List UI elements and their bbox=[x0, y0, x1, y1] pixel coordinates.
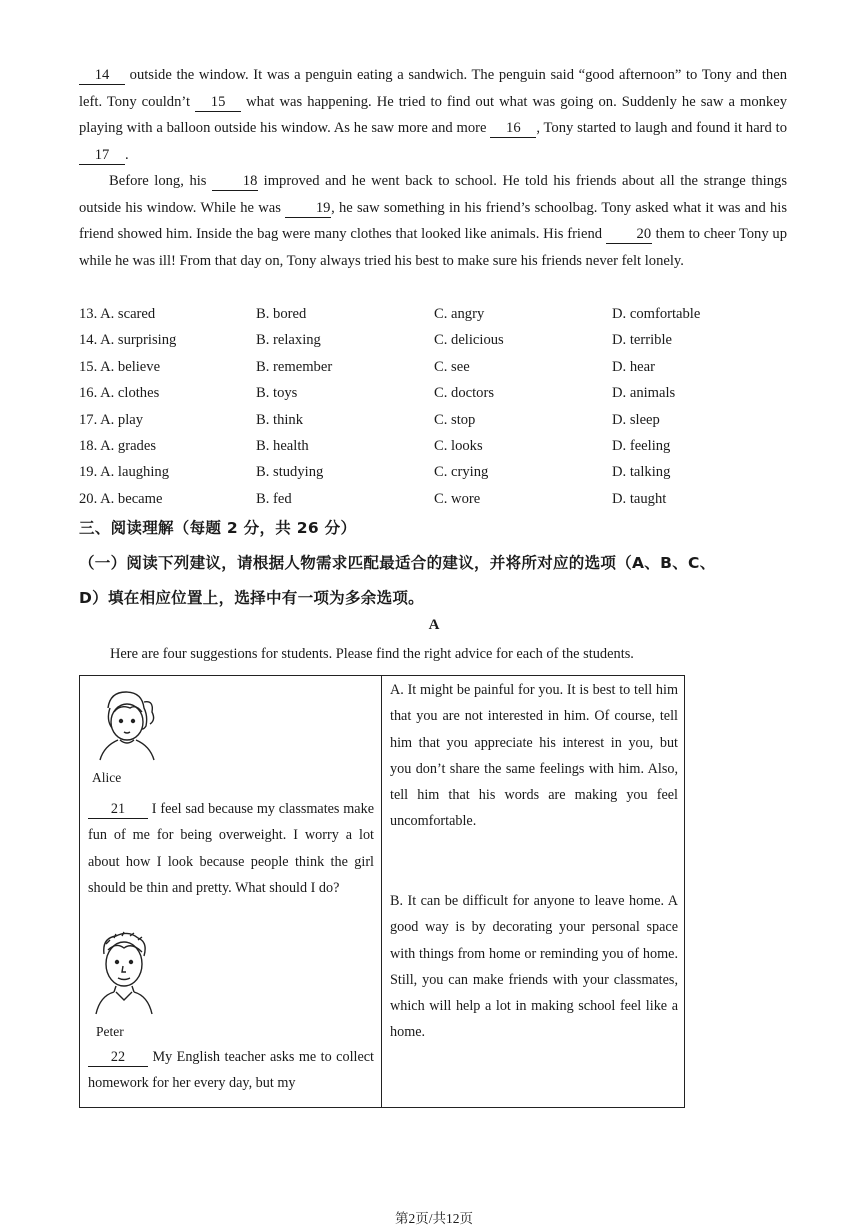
passage-text: , he saw something in his friend’s schoolbag. Tony asked what it was and his friend showed him. Inside the bag were many clothes that looked like animals. His friend bbox=[79, 199, 787, 242]
option-b[interactable]: B. bored bbox=[256, 306, 307, 322]
option-d[interactable]: D. terrible bbox=[612, 332, 672, 349]
option-a[interactable]: 15. A. believe bbox=[79, 358, 161, 375]
option-a[interactable]: 13. A. scared bbox=[79, 306, 156, 322]
option-d[interactable]: D. taught bbox=[612, 490, 667, 507]
option-b[interactable]: B. toys bbox=[256, 385, 298, 402]
passage-text: what was happening. He tried to find out what was going on. Suddenly he saw a monkey playing with a balloon outside his window. As he saw more and more bbox=[79, 93, 787, 136]
option-a[interactable]: 14. A. surprising bbox=[79, 332, 177, 349]
part-title: A bbox=[428, 617, 440, 633]
option-b[interactable]: B. studying bbox=[256, 464, 324, 481]
peter-problem bbox=[88, 1044, 374, 1097]
option-c[interactable]: C. looks bbox=[434, 437, 483, 454]
option-a[interactable]: 20. A. became bbox=[79, 490, 163, 507]
alice-portrait-image bbox=[90, 686, 162, 764]
advice-a: A. It might be painful for you. It is best to tell him that you are not interested in him. Of course, tell him that you appreciate his interest in you, but you don’t share the same feelings with him. Also, tell him that his words are making you feel uncomfortable. bbox=[390, 682, 678, 830]
option-b[interactable]: B. fed bbox=[256, 490, 292, 507]
option-row-16 bbox=[79, 380, 787, 406]
passage-text: Before long, his bbox=[109, 173, 213, 189]
blank-17: 17 bbox=[79, 146, 125, 165]
option-a[interactable]: 16. A. clothes bbox=[79, 385, 160, 402]
alice-name: Alice bbox=[92, 770, 122, 785]
option-c[interactable]: C. see bbox=[434, 358, 470, 375]
option-c[interactable]: C. delicious bbox=[434, 332, 504, 349]
option-row-18 bbox=[79, 433, 787, 459]
option-c[interactable]: C. doctors bbox=[434, 385, 494, 402]
section-title: 三、阅读理解（每题 2 分，共 26 分） bbox=[79, 519, 357, 537]
blank-18: 18 bbox=[212, 172, 258, 191]
passage-text: , Tony started to laugh and found it hard to bbox=[536, 120, 787, 136]
option-d[interactable]: D. talking bbox=[612, 464, 671, 481]
option-row-17 bbox=[79, 407, 787, 433]
table-divider bbox=[381, 676, 382, 1107]
alice-problem bbox=[88, 796, 374, 901]
peter-name: Peter bbox=[96, 1024, 124, 1039]
section-instruction-line-1: （一）阅读下列建议，请根据人物需求匹配最适合的建议，并将所对应的选项（A、B、C、 bbox=[79, 554, 716, 572]
option-row-20 bbox=[79, 486, 787, 512]
peter-portrait-image bbox=[92, 930, 156, 1016]
option-c[interactable]: C. stop bbox=[434, 411, 476, 428]
blank-16: 16 bbox=[490, 119, 536, 138]
option-b[interactable]: B. think bbox=[256, 411, 304, 428]
matching-table bbox=[79, 675, 685, 1108]
blank-20: 20 bbox=[606, 225, 652, 244]
option-c[interactable]: C. wore bbox=[434, 490, 481, 507]
passage-text: outside the window. It was a penguin eating a sandwich. The penguin said “good afternoon” to Tony and then left. Tony couldn’t bbox=[79, 67, 787, 110]
alice-problem-text: I feel sad because my classmates make fun of me for being overweight. I worry a lot about how I look because people think the girl should be thin and pretty. What should I do? bbox=[88, 801, 374, 896]
option-d[interactable]: D. hear bbox=[612, 358, 655, 375]
option-b[interactable]: B. relaxing bbox=[256, 332, 321, 349]
option-d[interactable]: D. animals bbox=[612, 385, 676, 402]
passage-text: . bbox=[125, 146, 129, 163]
option-d[interactable]: D. comfortable bbox=[612, 306, 701, 322]
section-instruction-line-2: D）填在相应位置上，选择中有一项为多余选项。 bbox=[79, 589, 424, 607]
page-number: 第2页/共12页 bbox=[394, 1211, 473, 1226]
part-intro: Here are four suggestions for students. Please find the right advice for each of the students. bbox=[110, 646, 634, 662]
option-a[interactable]: 19. A. laughing bbox=[79, 464, 169, 481]
option-d[interactable]: D. feeling bbox=[612, 437, 671, 454]
option-a[interactable]: 17. A. play bbox=[79, 411, 144, 428]
blank-21: 21 bbox=[88, 800, 148, 819]
option-a[interactable]: 18. A. grades bbox=[79, 437, 157, 454]
option-d[interactable]: D. sleep bbox=[612, 411, 660, 428]
passage-text: improved and he went back to school. He told his friends about all the strange things outside his window. While he was bbox=[79, 173, 787, 216]
option-b[interactable]: B. health bbox=[256, 437, 309, 454]
option-c[interactable]: C. crying bbox=[434, 464, 489, 481]
option-row-13 bbox=[79, 301, 787, 327]
option-row-14 bbox=[79, 327, 787, 353]
option-row-15 bbox=[79, 354, 787, 380]
advice-b: B. It can be difficult for anyone to leave home. A good way is by decorating your personal space with things from home or reminding you of home. Still, you can make friends with your classmates, which will help a lot in making school feel like a home. bbox=[390, 893, 678, 1041]
option-c[interactable]: C. angry bbox=[434, 306, 485, 322]
passage-paragraph-2 bbox=[79, 168, 787, 274]
blank-14: 14 bbox=[79, 66, 125, 85]
blank-22: 22 bbox=[88, 1048, 148, 1067]
option-b[interactable]: B. remember bbox=[256, 358, 333, 375]
option-row-19 bbox=[79, 459, 787, 485]
passage-text: them to cheer Tony up while he was ill! From that day on, Tony always tried his best to make sure his friends never felt lonely. bbox=[79, 226, 787, 269]
blank-19: 19 bbox=[285, 199, 331, 218]
peter-problem-text: My English teacher asks me to collect homework for her every day, but my bbox=[88, 1049, 374, 1092]
passage-paragraph-1 bbox=[79, 62, 787, 168]
answer-options bbox=[79, 301, 787, 512]
blank-15: 15 bbox=[195, 93, 241, 112]
